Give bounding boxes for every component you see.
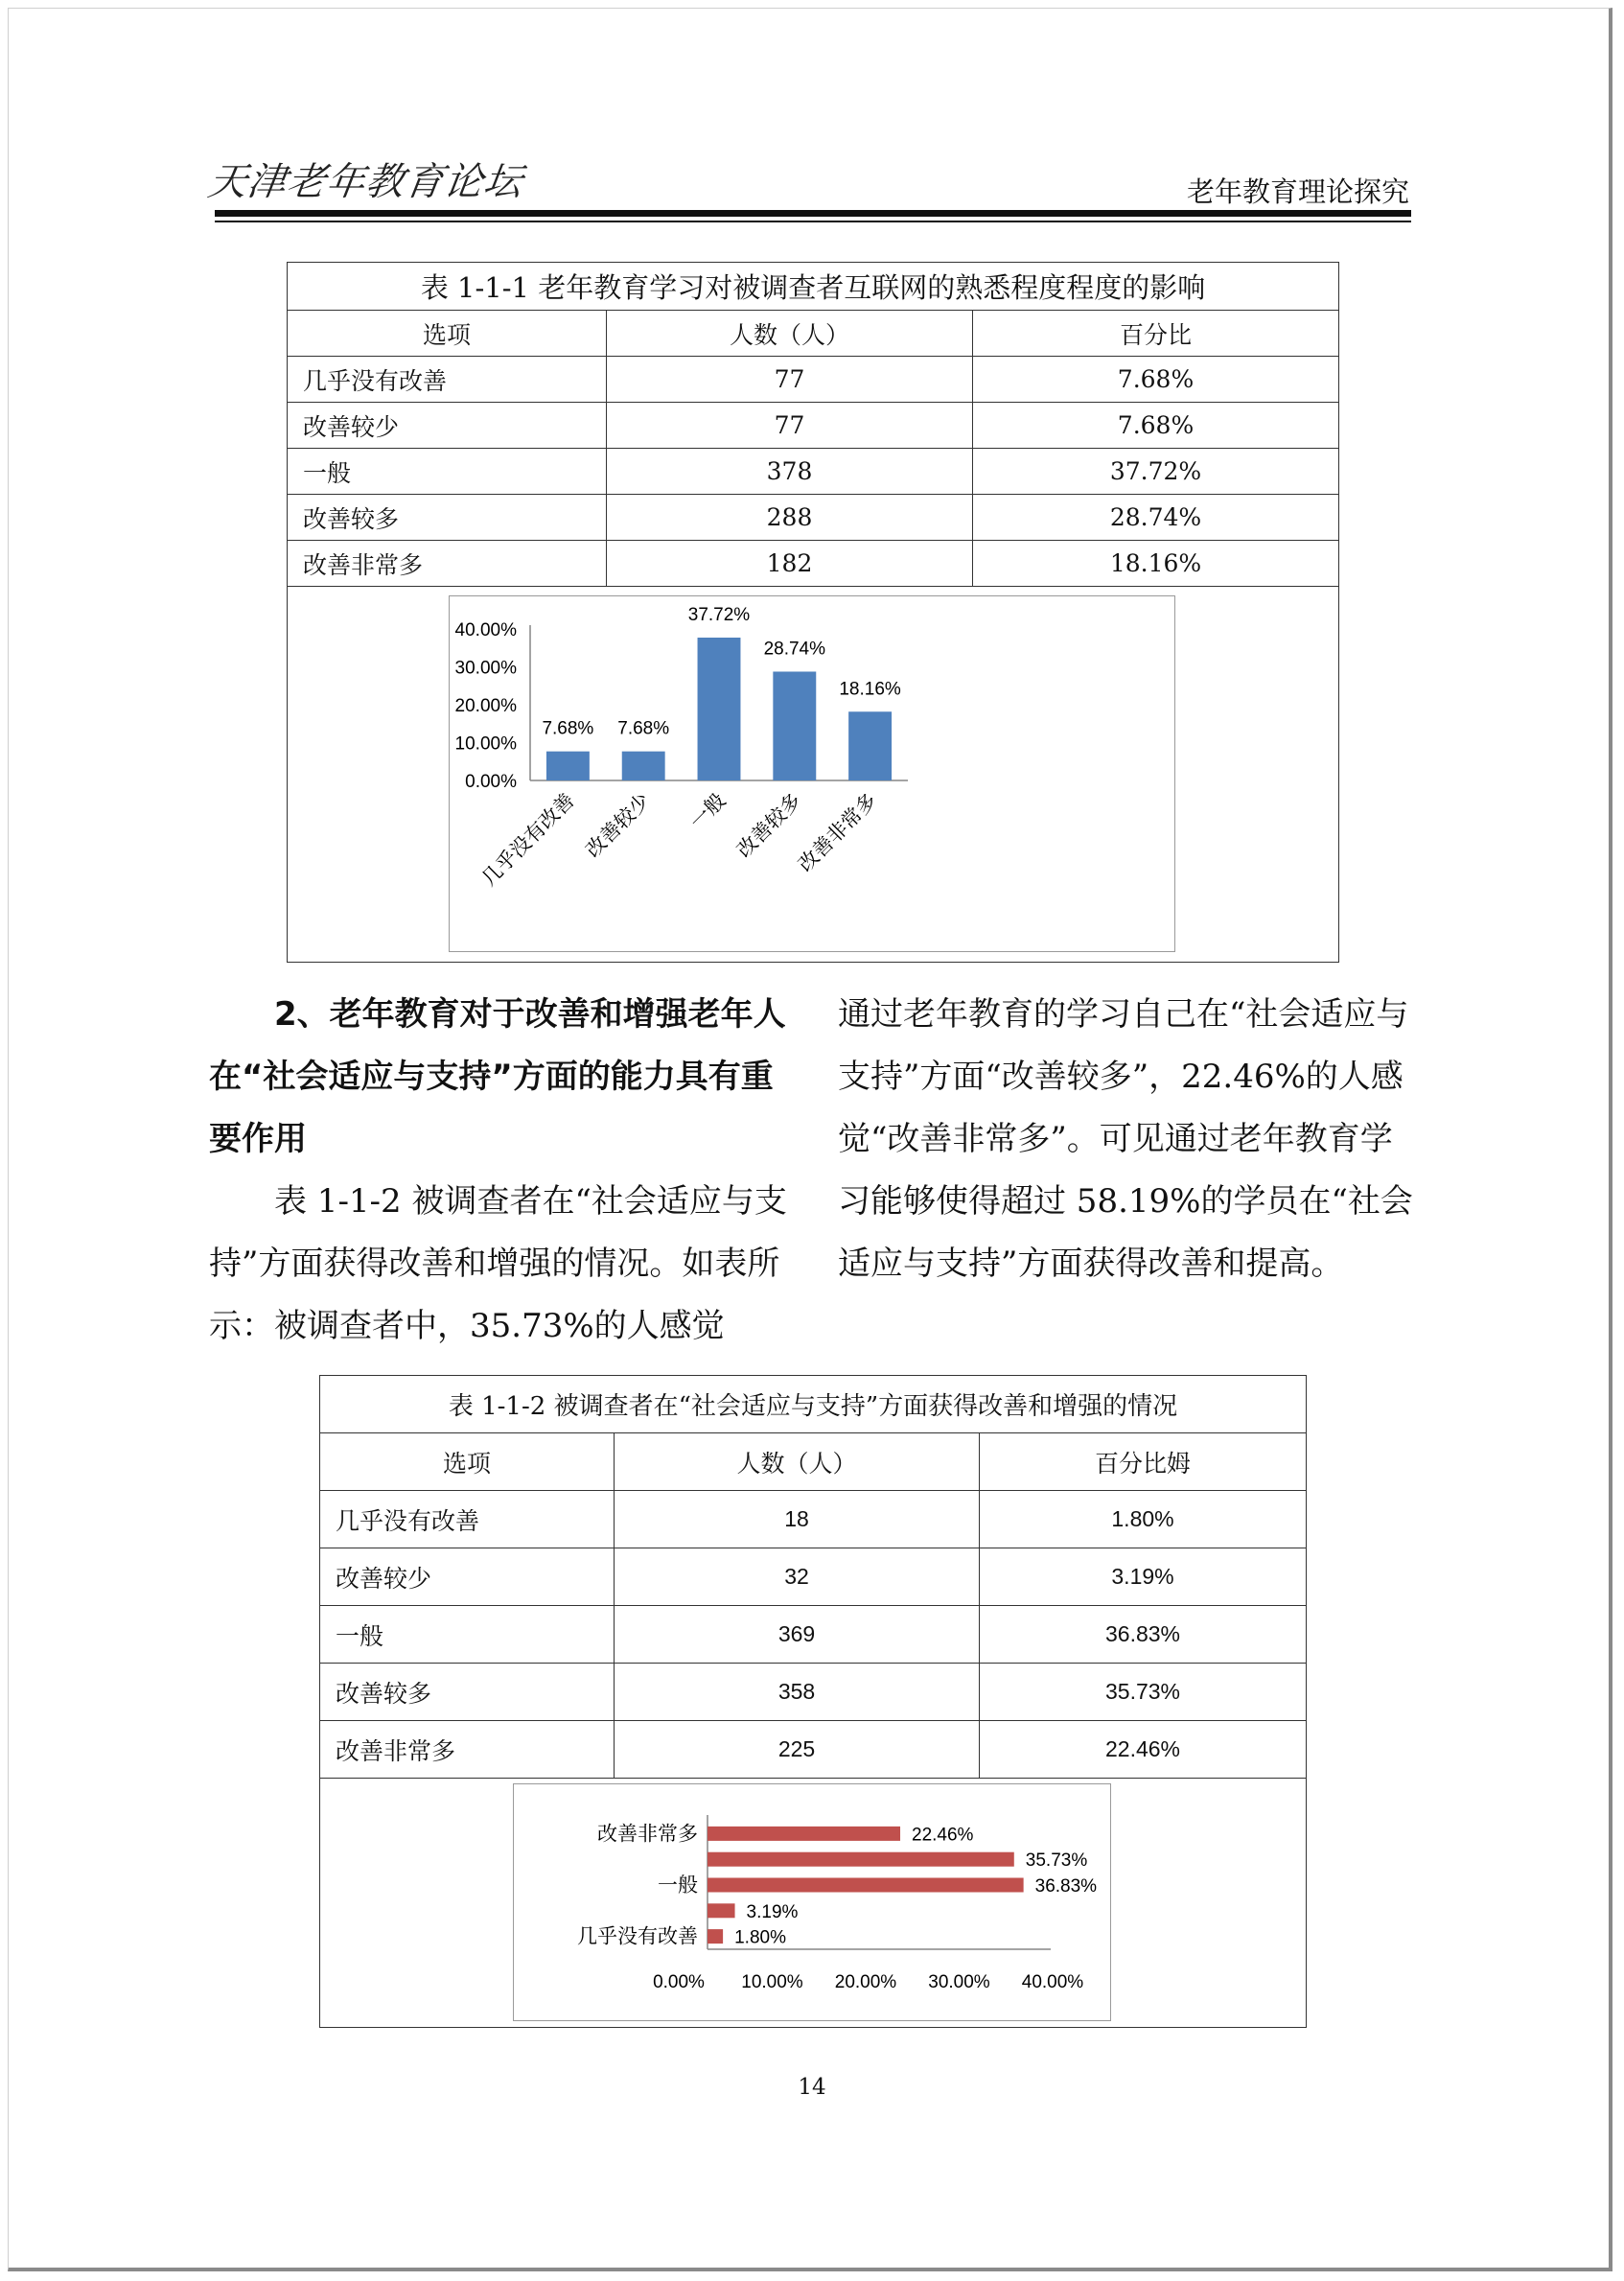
option-cell: 改善较多 bbox=[288, 495, 607, 541]
percent-cell: 1.80% bbox=[980, 1491, 1307, 1548]
percent-cell: 36.83% bbox=[980, 1606, 1307, 1664]
percent-cell: 18.16% bbox=[973, 541, 1339, 587]
table-row bbox=[288, 449, 1339, 495]
bar bbox=[708, 1903, 735, 1918]
table-2-caption: 表 1-1-2 被调查者在“社会适应与支持”方面获得改善和增强的情况 bbox=[320, 1376, 1307, 1433]
table-header-row bbox=[288, 311, 1339, 357]
bar-chart-2-svg bbox=[514, 1784, 1112, 2022]
bar bbox=[848, 711, 892, 780]
count-cell: 77 bbox=[607, 403, 973, 449]
y-tick-label: 20.00% bbox=[454, 696, 517, 716]
data-label: 7.68% bbox=[542, 718, 594, 739]
option-cell: 改善非常多 bbox=[288, 541, 607, 587]
table-row bbox=[288, 357, 1339, 403]
bar bbox=[698, 638, 741, 780]
paragraph bbox=[209, 1171, 788, 1358]
x-tick-label: 40.00% bbox=[1021, 1972, 1084, 1992]
page-number: 14 bbox=[798, 2075, 826, 2100]
count-cell: 77 bbox=[607, 357, 973, 403]
count-cell: 369 bbox=[615, 1606, 980, 1664]
y-tick-label: 几乎没有改善 bbox=[577, 1925, 698, 1948]
y-tick-label: 10.00% bbox=[454, 733, 517, 755]
y-tick-label: 30.00% bbox=[454, 658, 517, 679]
column-header: 百分比姆 bbox=[980, 1433, 1307, 1491]
header-rule bbox=[215, 210, 1411, 217]
x-tick-label: 0.00% bbox=[653, 1972, 705, 1992]
data-label: 7.68% bbox=[617, 718, 670, 739]
data-label: 18.16% bbox=[839, 679, 901, 700]
header-rule-thin bbox=[215, 221, 1411, 222]
x-tick-label: 改善较少 bbox=[582, 789, 655, 862]
table-row bbox=[288, 495, 1339, 541]
data-label: 37.72% bbox=[687, 605, 751, 626]
y-tick-label: 40.00% bbox=[454, 620, 517, 640]
table-row bbox=[320, 1664, 1307, 1721]
option-cell: 一般 bbox=[288, 449, 607, 495]
y-tick-label: 一般 bbox=[658, 1874, 698, 1897]
count-cell: 358 bbox=[615, 1664, 980, 1721]
percent-cell: 22.46% bbox=[980, 1721, 1307, 1779]
y-tick-label: 0.00% bbox=[465, 772, 517, 792]
x-tick-label: 一般 bbox=[685, 789, 731, 834]
table-row bbox=[320, 1548, 1307, 1606]
x-tick-label: 10.00% bbox=[741, 1972, 803, 1992]
column-header: 选项 bbox=[320, 1433, 615, 1491]
percent-cell: 28.74% bbox=[973, 495, 1339, 541]
text-column-left bbox=[209, 984, 788, 1358]
paragraph-text-continued: 通过老年教育的学习自己在“社会适应与支持”方面“改善较多”，22.46%的人感觉“改善非常多”。可见通过老年教育学习能够使得超过 58.19%的学员在“社会适应与支持”方面获得改善和提高。 bbox=[838, 995, 1413, 1283]
option-cell: 改善较少 bbox=[288, 403, 607, 449]
count-cell: 378 bbox=[607, 449, 973, 495]
journal-logo: 天津老年教育论坛 bbox=[205, 160, 526, 204]
x-tick-label: 改善较多 bbox=[732, 789, 806, 862]
bar bbox=[773, 671, 816, 780]
column-header: 选项 bbox=[288, 311, 607, 357]
table-row bbox=[320, 1491, 1307, 1548]
count-cell: 18 bbox=[615, 1491, 980, 1548]
table-row bbox=[320, 1721, 1307, 1779]
data-label: 3.19% bbox=[746, 1901, 799, 1922]
x-tick-label: 20.00% bbox=[834, 1972, 897, 1992]
section-heading bbox=[209, 984, 788, 1171]
column-header: 百分比 bbox=[973, 311, 1339, 357]
table-row bbox=[288, 541, 1339, 587]
bar bbox=[708, 1929, 723, 1944]
y-tick-label: 改善非常多 bbox=[597, 1823, 698, 1846]
section-heading-text: 2、老年教育对于改善和增强老年人在“社会适应与支持”方面的能力具有重要作用 bbox=[209, 995, 786, 1158]
data-label: 36.83% bbox=[1034, 1876, 1098, 1897]
paragraph-text: 表 1-1-2 被调查者在“社会适应与支持”方面获得改善和增强的情况。如表所示：被调查者中，35.73%的人感觉 bbox=[209, 1182, 787, 1345]
column-header: 人数（人） bbox=[607, 311, 973, 357]
data-label: 35.73% bbox=[1025, 1850, 1088, 1872]
data-label: 28.74% bbox=[763, 639, 826, 660]
table-1-caption: 表 1-1-1 老年教育学习对被调查者互联网的熟悉程度程度的影响 bbox=[288, 263, 1339, 311]
option-cell: 几乎没有改善 bbox=[320, 1491, 615, 1548]
bar bbox=[708, 1878, 1024, 1893]
percent-cell: 7.68% bbox=[973, 357, 1339, 403]
x-tick-label: 几乎没有改善 bbox=[477, 789, 579, 891]
table-row bbox=[288, 403, 1339, 449]
percent-cell: 3.19% bbox=[980, 1548, 1307, 1606]
percent-cell: 37.72% bbox=[973, 449, 1339, 495]
percent-cell: 35.73% bbox=[980, 1664, 1307, 1721]
bar bbox=[622, 752, 665, 780]
bar-chart-1-svg bbox=[450, 596, 1176, 953]
option-cell: 几乎没有改善 bbox=[288, 357, 607, 403]
x-tick-label: 30.00% bbox=[928, 1972, 990, 1992]
column-header: 人数（人） bbox=[615, 1433, 980, 1491]
table-header-row bbox=[320, 1433, 1307, 1491]
bar bbox=[546, 752, 590, 780]
text-column-right bbox=[838, 984, 1418, 1295]
bar-chart-2 bbox=[513, 1783, 1111, 2021]
section-title: 老年教育理论探究 bbox=[1186, 175, 1409, 208]
bar bbox=[708, 1852, 1014, 1867]
count-cell: 288 bbox=[607, 495, 973, 541]
bar bbox=[708, 1827, 900, 1841]
x-tick-label: 改善非常多 bbox=[794, 789, 882, 876]
option-cell: 改善较少 bbox=[320, 1548, 615, 1606]
option-cell: 改善非常多 bbox=[320, 1721, 615, 1779]
percent-cell: 7.68% bbox=[973, 403, 1339, 449]
table-row bbox=[320, 1606, 1307, 1664]
count-cell: 32 bbox=[615, 1548, 980, 1606]
bar-chart-1 bbox=[449, 595, 1175, 952]
data-label: 22.46% bbox=[912, 1825, 974, 1846]
data-label: 1.80% bbox=[734, 1927, 786, 1948]
count-cell: 225 bbox=[615, 1721, 980, 1779]
option-cell: 一般 bbox=[320, 1606, 615, 1664]
option-cell: 改善较多 bbox=[320, 1664, 615, 1721]
count-cell: 182 bbox=[607, 541, 973, 587]
